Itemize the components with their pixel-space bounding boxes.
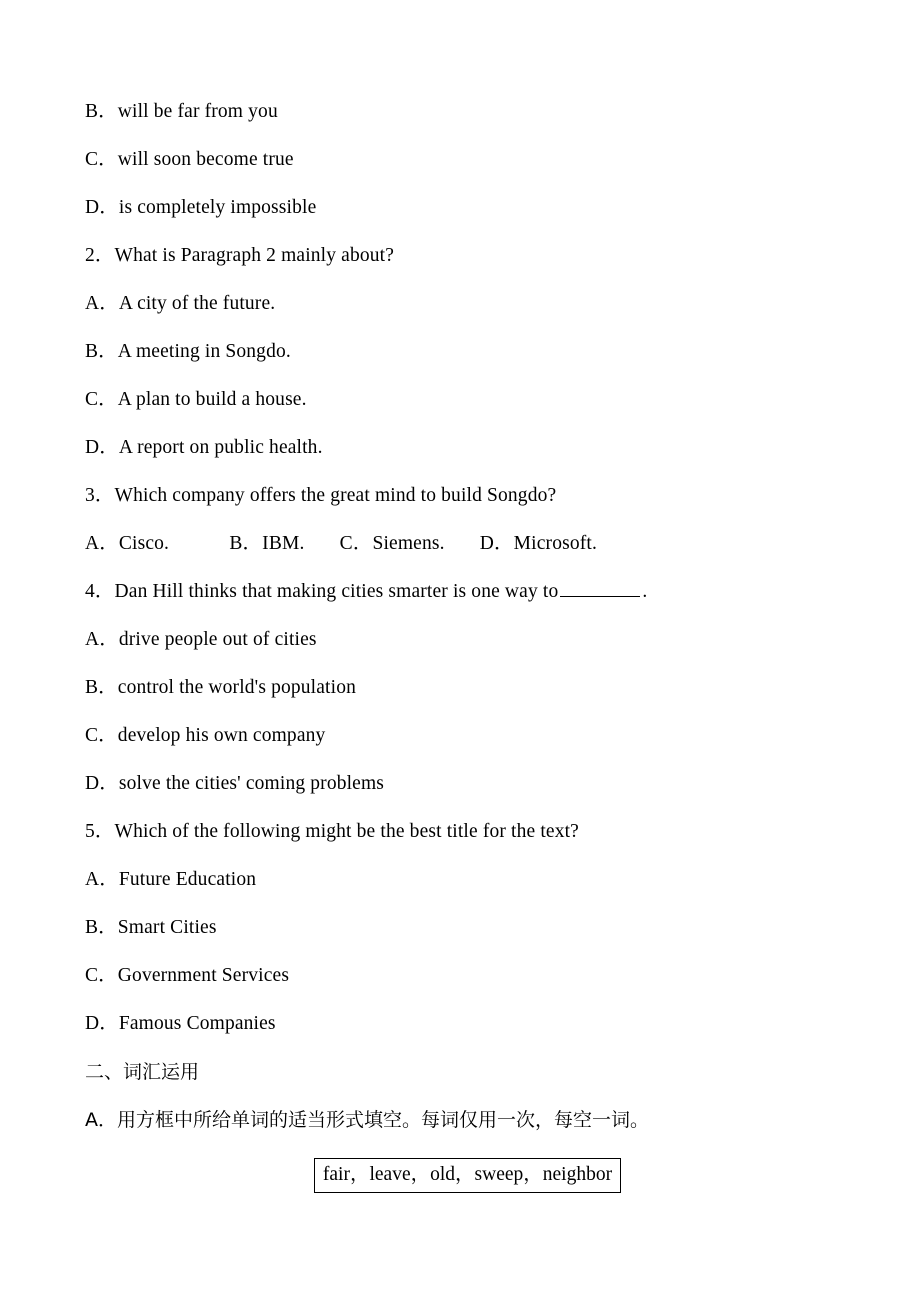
question-2-option-a: A．A city of the future. <box>85 293 276 314</box>
question-4-option-d: D．solve the cities' coming problems <box>85 773 385 794</box>
question-4-option-b: B．control the world's population <box>85 677 356 698</box>
question-4-stem-text: 4．Dan Hill thinks that making cities smarter is one way to <box>85 581 559 602</box>
question-1-option-d: D．is completely impossible <box>85 197 317 218</box>
question-5-option-a: A．Future Education <box>85 869 257 890</box>
question-4-option-c: C．develop his own company <box>85 725 326 746</box>
section-instruction: A．用方框中所给单词的适当形式填空。每词仅用一次，每空一词。 <box>85 1109 649 1131</box>
question-5-option-b: B．Smart Cities <box>85 917 217 938</box>
question-3-options-inline: A．Cisco. B．IBM. C．Siemens. D．Microsoft. <box>85 533 597 554</box>
question-1-option-b: B．will be far from you <box>85 101 278 122</box>
question-2-option-c: C．A plan to build a house. <box>85 389 307 410</box>
question-4-stem <box>85 568 850 616</box>
question-2-option-d: D．A report on public health. <box>85 437 323 458</box>
question-2-option-b: B．A meeting in Songdo. <box>85 341 291 362</box>
section-heading: 二、词汇运用 <box>85 1061 200 1083</box>
question-5-option-d: D．Famous Companies <box>85 1013 276 1034</box>
question-2-stem: 2．What is Paragraph 2 mainly about? <box>85 245 395 266</box>
word-box: fair，leave，old，sweep，neighbor <box>314 1158 621 1193</box>
question-1-option-c: C．will soon become true <box>85 149 294 170</box>
question-4-stem-period: . <box>642 581 648 602</box>
question-5-stem: 5．Which of the following might be the best title for the text? <box>85 821 579 842</box>
question-3-stem: 3．Which company offers the great mind to build Songdo? <box>85 485 557 506</box>
fill-in-blank <box>560 578 640 597</box>
question-5-option-c: C．Government Services <box>85 965 290 986</box>
word-box-container <box>85 1158 850 1193</box>
question-4-option-a: A．drive people out of cities <box>85 629 317 650</box>
